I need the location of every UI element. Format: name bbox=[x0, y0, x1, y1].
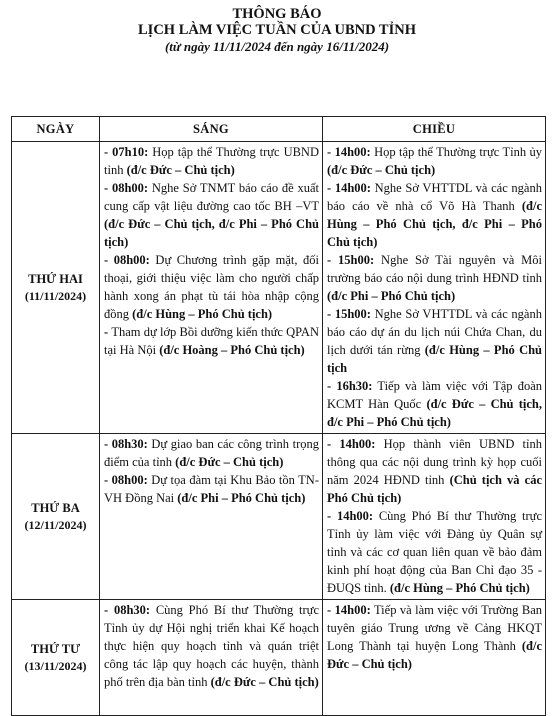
day-date: (13/11/2024) bbox=[24, 658, 87, 673]
item-time: 14h00: bbox=[339, 437, 376, 451]
schedule-item bbox=[104, 471, 319, 507]
column-header-day: NGÀY bbox=[12, 117, 100, 142]
item-dash: - bbox=[327, 181, 335, 195]
item-text: Nghe Sở VHTTDL và các ngành báo cáo dự án du lịch núi Chứa Chan, du lịch dưới tán rừng bbox=[327, 307, 542, 357]
item-text: Tiếp và làm việc với Trường Ban tuyên giáo Trung ương về Cảng HKQT Long Thành tại huyện Long Thành bbox=[327, 603, 542, 653]
item-time: 14h00: bbox=[336, 509, 374, 523]
item-lead: (đ/c Đức – Chủ tịch) bbox=[126, 163, 235, 177]
item-dash: - bbox=[327, 307, 335, 321]
item-dash: - bbox=[104, 603, 114, 617]
item-time: 16h30: bbox=[336, 379, 373, 393]
schedule-item bbox=[327, 179, 542, 251]
item-text: Nghe Sở VHTTDL và các ngành báo cáo về nhà cổ Võ Hà Thanh bbox=[327, 181, 542, 213]
item-dash: - bbox=[104, 181, 112, 195]
date-range: (từ ngày 11/11/2024 đến ngày 16/11/2024) bbox=[164, 39, 390, 54]
item-text: Họp tập thể Thường trực UBND tỉnh bbox=[104, 145, 319, 177]
schedule-subtitle: LỊCH LÀM VIỆC TUẦN CỦA UBND TỈNH bbox=[138, 22, 416, 38]
item-lead: (đ/c Đức – Chủ tịch) bbox=[327, 163, 436, 177]
day-date: (11/11/2024) bbox=[24, 288, 87, 303]
item-text: Cùng Phó Bí thư Thường trực Tỉnh ủy dự Hội nghị triển khai Kế hoạch thực hiện quy hoạch tỉnh và quán triệt công tác lập quy hoạch các huyện, thành phố trên địa bàn tỉnh bbox=[104, 603, 319, 689]
schedule-item bbox=[327, 305, 542, 377]
item-text: Họp tập thể Thường trực Tỉnh ủy bbox=[370, 145, 542, 159]
item-text: Nghe Sở TNMT báo cáo đề xuất cung cấp vật liệu đường cao tốc BH –VT bbox=[104, 181, 319, 213]
day-date: (12/11/2024) bbox=[24, 517, 87, 532]
item-text: Cùng Phó Bí thư Thường trực Tỉnh ủy làm việc với Đảng ủy Quân sự tỉnh và các cơ quan liên quan về bảo đảm kinh phí hoạt động của Ban Chỉ đạo 35 - ĐUQS tỉnh. bbox=[327, 509, 542, 595]
schedule-item bbox=[327, 435, 542, 507]
schedule-item bbox=[327, 601, 542, 673]
column-header-afternoon: CHIỀU bbox=[323, 117, 546, 142]
day-cell bbox=[12, 600, 100, 716]
item-lead: (đ/c Phi – Phó Chủ tịch) bbox=[177, 491, 306, 505]
item-lead: (đ/c Hùng – Phó Chủ tịch) bbox=[132, 307, 273, 321]
table-row bbox=[12, 142, 546, 434]
afternoon-cell bbox=[323, 142, 546, 434]
column-header-morning: SÁNG bbox=[100, 117, 323, 142]
item-text: Dự tọa đàm tại Khu Bảo tồn TN-VH Đồng Nai bbox=[104, 473, 319, 505]
afternoon-cell bbox=[323, 600, 546, 716]
item-dash: - bbox=[327, 437, 340, 451]
item-time: 08h30: bbox=[113, 603, 151, 617]
day-name: THỨ HAI bbox=[28, 271, 83, 286]
item-lead: (đ/c Phi – Phó Chủ tịch) bbox=[327, 289, 456, 303]
day-name: THỨ BA bbox=[31, 500, 80, 515]
item-lead: (đ/c Đức – Chủ tịch) bbox=[210, 675, 319, 689]
schedule-item bbox=[327, 507, 542, 597]
item-dash: - bbox=[327, 379, 337, 393]
item-dash: - bbox=[327, 603, 335, 617]
item-text: Tham dự lớp Bồi dưỡng kiến thức QPAN tại Hà Nội bbox=[104, 325, 319, 357]
notice-title: THÔNG BÁO bbox=[232, 6, 322, 22]
schedule-item bbox=[104, 143, 319, 179]
schedule-item bbox=[327, 377, 542, 431]
item-dash: - bbox=[327, 509, 337, 523]
item-dash: - bbox=[104, 253, 114, 267]
item-time: 14h00: bbox=[334, 145, 371, 159]
morning-cell bbox=[100, 142, 323, 434]
item-time: 14h00: bbox=[334, 181, 371, 195]
item-dash: - bbox=[104, 437, 112, 451]
item-text: Nghe Sở Tài nguyên và Môi trường báo cáo nội dung trình HĐND tỉnh bbox=[327, 253, 542, 285]
item-lead: (đ/c Hùng – Phó Chủ tịch bbox=[327, 343, 542, 375]
schedule-table bbox=[11, 116, 546, 716]
schedule-item bbox=[104, 179, 319, 251]
item-time: 08h00: bbox=[111, 473, 148, 487]
schedule-item bbox=[327, 251, 542, 305]
item-time: 08h30: bbox=[111, 437, 148, 451]
item-time: 15h00: bbox=[334, 307, 371, 321]
schedule-item bbox=[327, 143, 542, 179]
item-lead: (đ/c Đức – Chủ tịch) bbox=[175, 455, 284, 469]
item-text: Họp thành viên UBND tỉnh thông qua các nội dung trình kỳ họp cuối năm 2024 HĐND tỉnh bbox=[327, 437, 542, 487]
table-body bbox=[12, 142, 546, 716]
table-row bbox=[12, 600, 546, 716]
morning-cell bbox=[100, 600, 323, 716]
item-dash: - bbox=[327, 145, 335, 159]
item-time: 08h00: bbox=[113, 253, 150, 267]
day-name: THỨ TƯ bbox=[30, 641, 81, 656]
item-lead: (đ/c Đức – Chủ tịch, đ/c Phi – Phó Chủ tịch) bbox=[327, 397, 542, 429]
item-lead: (đ/c Hoàng – Phó Chủ tịch) bbox=[159, 343, 305, 357]
item-lead: (Chủ tịch và các Phó Chủ tịch) bbox=[327, 473, 542, 505]
item-dash: - bbox=[327, 253, 339, 267]
item-time: 15h00: bbox=[338, 253, 375, 267]
item-lead: (đ/c Đức – Chủ tịch, đ/c Phi – Phó Chủ tịch) bbox=[104, 217, 319, 249]
day-cell bbox=[12, 434, 100, 600]
item-lead: (đ/c Hùng – Phó Chủ tịch) bbox=[389, 581, 530, 595]
item-text: Dự giao ban các công trình trọng điểm của tỉnh bbox=[104, 437, 319, 469]
item-text: Tiếp và làm việc với Tập đoàn KCMT Hàn Quốc bbox=[327, 379, 542, 411]
item-time: 14h00: bbox=[334, 603, 371, 617]
day-cell bbox=[12, 142, 100, 434]
item-dash: - bbox=[104, 473, 112, 487]
item-lead: (đ/c Hùng – Phó Chủ tịch, đ/c Phi – Phó Chủ tịch) bbox=[327, 199, 542, 249]
morning-cell bbox=[100, 434, 323, 600]
schedule-item bbox=[104, 251, 319, 323]
item-text: Dự Chương trình gặp mặt, đối thoại, giới thiệu việc làm cho người chấp hành xong án phạt tù tái hòa nhập cộng đồng bbox=[104, 253, 319, 321]
item-time: 08h00: bbox=[111, 181, 149, 195]
table-header-row bbox=[12, 117, 546, 142]
table-row bbox=[12, 434, 546, 600]
schedule-item bbox=[104, 323, 319, 359]
item-dash: - bbox=[104, 145, 113, 159]
item-lead: (đ/c Đức – Chủ tịch) bbox=[327, 639, 542, 671]
item-dash: - bbox=[104, 325, 112, 339]
schedule-item bbox=[104, 435, 319, 471]
schedule-item bbox=[104, 601, 319, 691]
afternoon-cell bbox=[323, 434, 546, 600]
item-time: 07h10: bbox=[112, 145, 149, 159]
